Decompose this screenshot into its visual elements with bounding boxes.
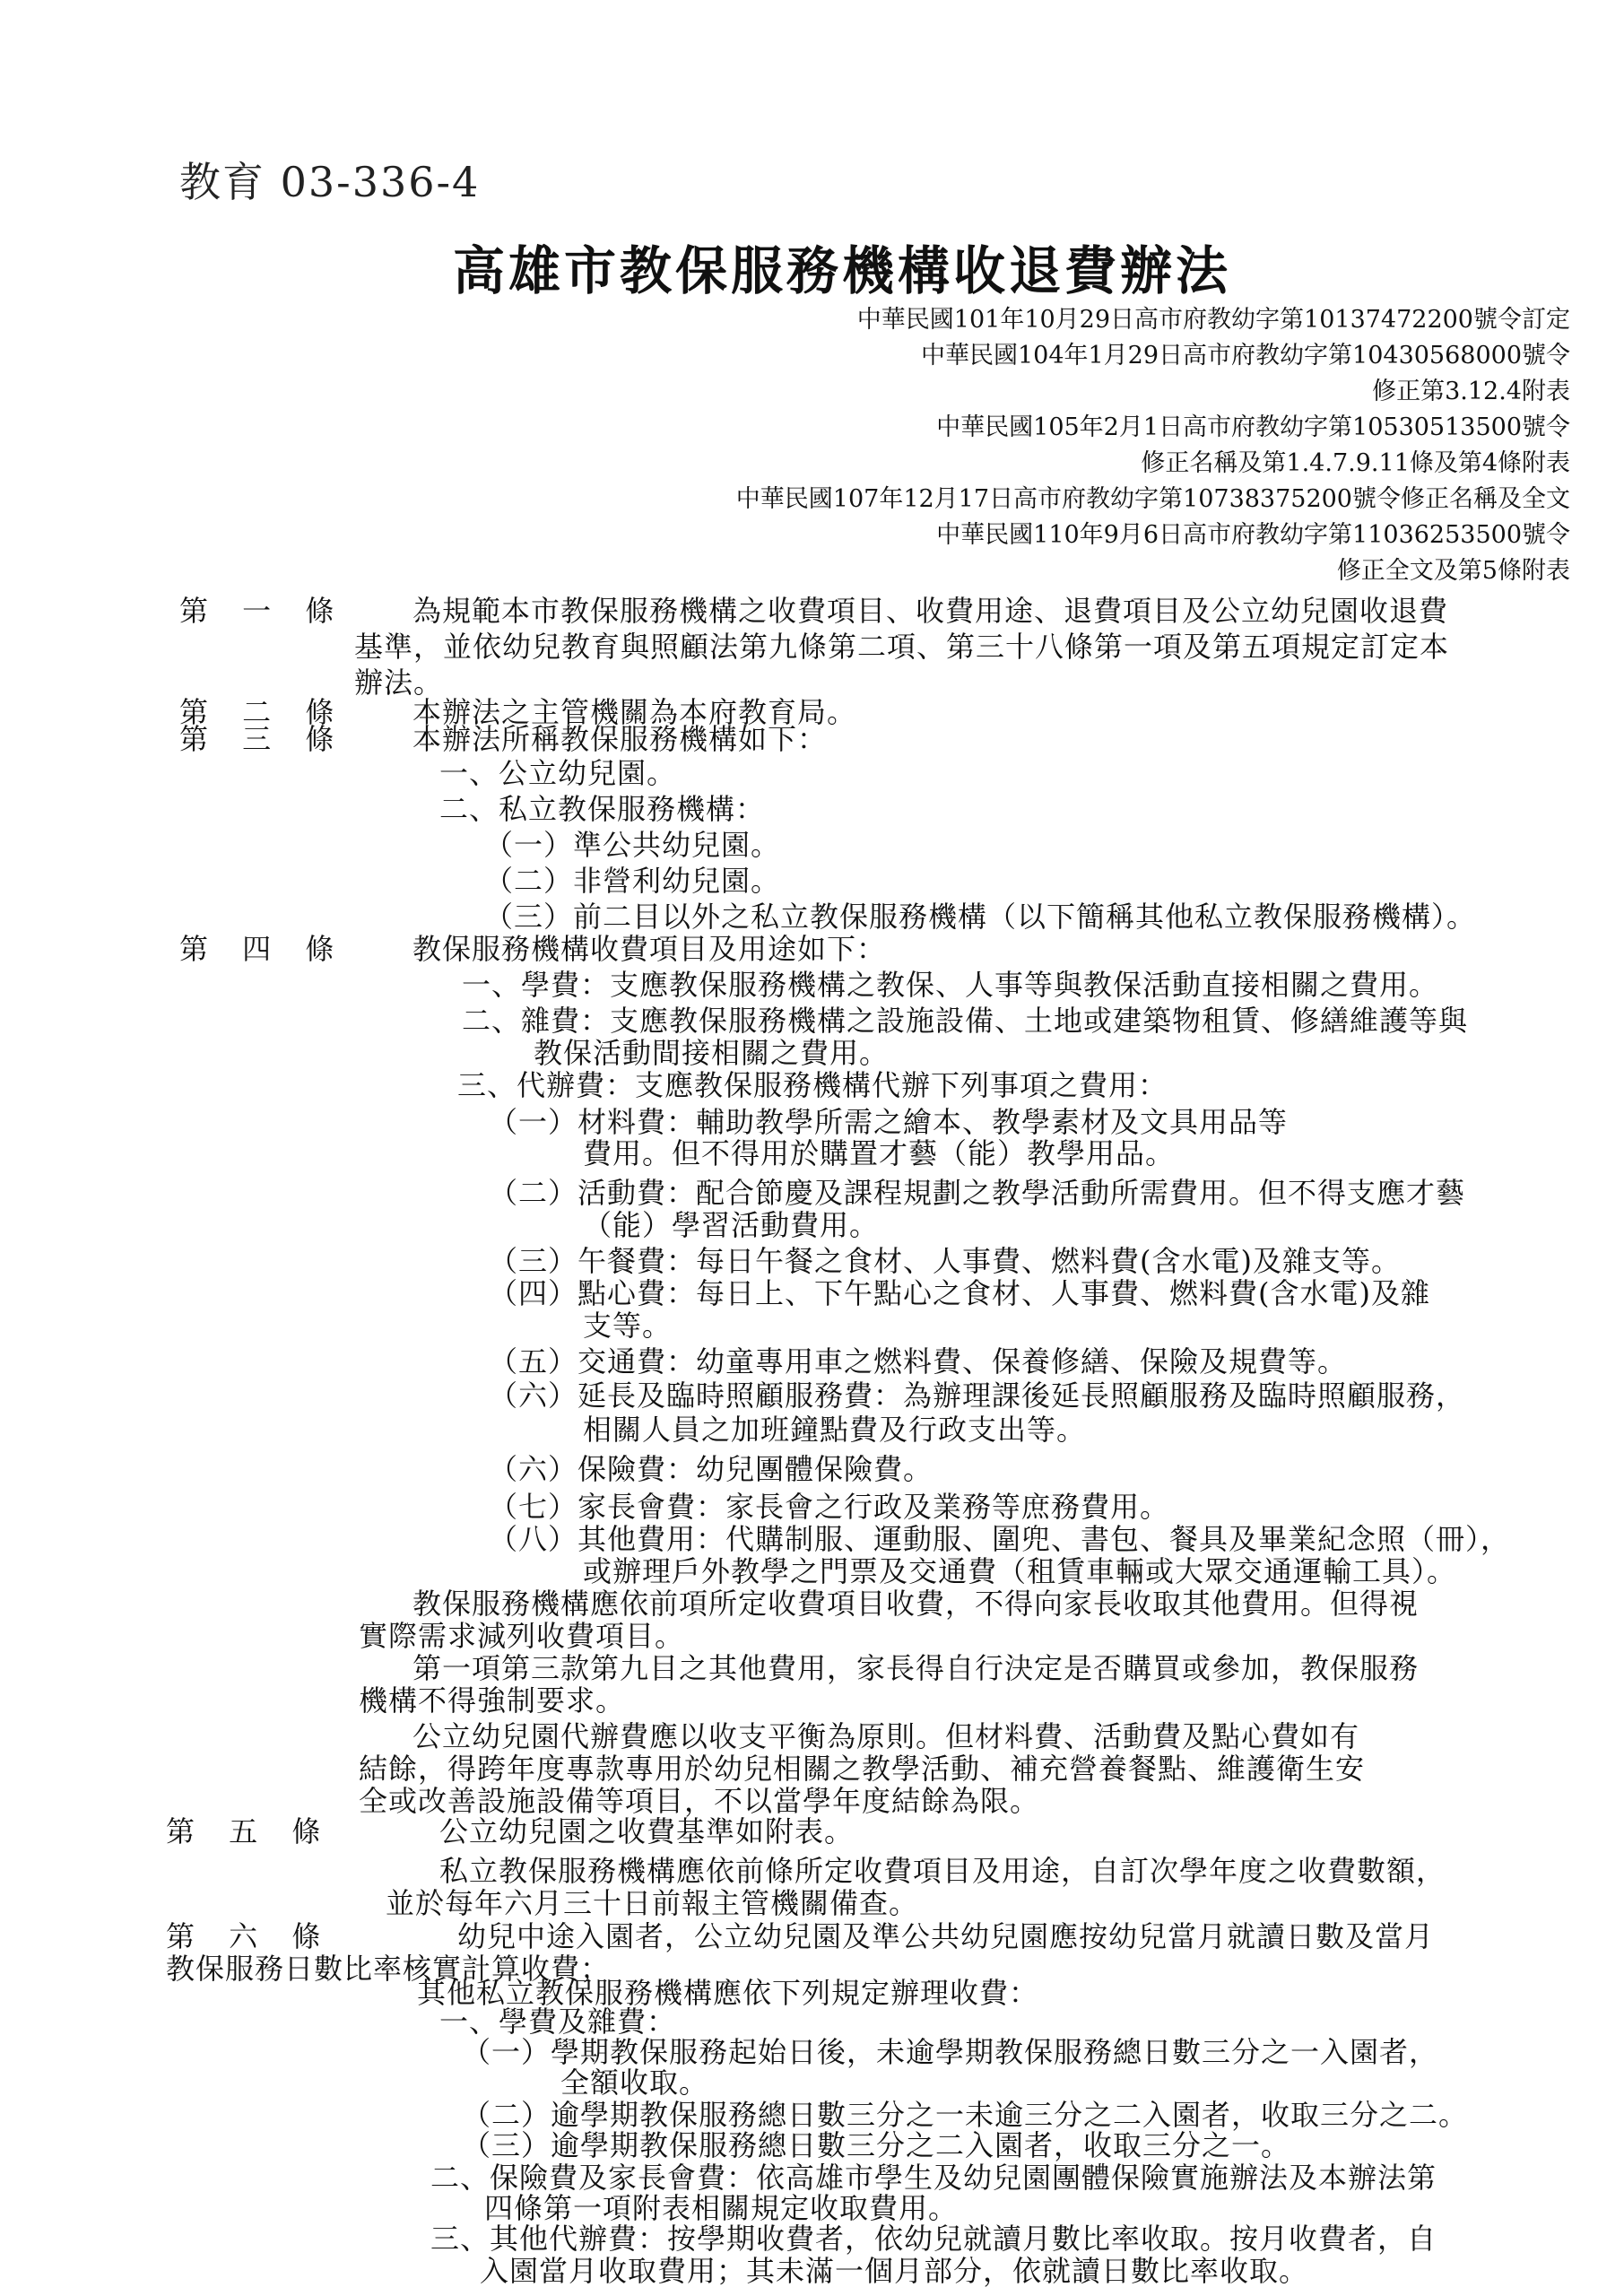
article-text-line: 三、其他代辦費：按學期收費者，依幼兒就讀月數比率收取。按月收費者，自 bbox=[430, 2222, 1437, 2256]
article-text-line: 結餘，得跨年度專款專用於幼兒相關之教學活動、補充營養餐點、維護衛生安 bbox=[359, 1752, 1366, 1786]
article-label: 第 三 條 bbox=[179, 722, 347, 756]
article-text-line: 為規範本市教保服務機構之收費項目、收費用途、退費項目及公立幼兒園收退費 bbox=[413, 594, 1449, 628]
article-text-line: 實際需求減列收費項目。 bbox=[359, 1619, 685, 1653]
article-text-line: 基準，並依幼兒教育與照顧法第九條第二項、第三十八條第一項及第五項規定訂定本 bbox=[354, 630, 1450, 664]
article-text-line: （三）前二目以外之私立教保服務機構（以下簡稱其他私立教保服務機構）。 bbox=[484, 900, 1477, 934]
article-text-line: 其他私立教保服務機構應依下列規定辦理收費： bbox=[417, 1976, 1039, 2010]
document-code: 教育 03-336-4 bbox=[179, 158, 481, 206]
article-text-line: 並於每年六月三十日前報主管機關備查。 bbox=[386, 1886, 919, 1920]
article-text-line: （六）延長及臨時照顧服務費：為辦理課後延長照顧服務及臨時照顧服務， bbox=[489, 1378, 1466, 1413]
article-text-line: 費用。但不得用於購置才藝（能）教學用品。 bbox=[583, 1136, 1176, 1170]
history-line: 中華民國101年10月29日高市府教幼字第10137472200號令訂定 bbox=[856, 306, 1570, 334]
article-text-line: 公立幼兒園之收費基準如附表。 bbox=[439, 1814, 855, 1848]
history-line: 中華民國107年12月17日高市府教幼字第10738375200號令修正名稱及全文 bbox=[735, 485, 1570, 513]
article-text-line: （能）學習活動費用。 bbox=[583, 1208, 880, 1242]
article-text-line: 教保服務機構應依前項所定收費項目收費，不得向家長收取其他費用。但得視 bbox=[413, 1587, 1420, 1621]
article-text-line: （三）午餐費：每日午餐之食材、人事費、燃料費(含水電)及雜支等。 bbox=[489, 1244, 1401, 1278]
article-text-line: 或辦理戶外教學之門票及交通費（租賃車輛或大眾交通運輸工具）。 bbox=[583, 1554, 1457, 1588]
article-text-line: （八）其他費用：代購制服、運動服、圍兜、書包、餐具及畢業紀念照（冊）， bbox=[489, 1522, 1511, 1556]
article-text-line: （五）交通費：幼童專用車之燃料費、保養修繕、保險及規費等。 bbox=[489, 1344, 1348, 1378]
history-line: 中華民國104年1月29日高市府教幼字第10430568000號令 bbox=[920, 342, 1570, 370]
article-text-line: 教保服務日數比率核實計算收費； bbox=[166, 1952, 611, 1986]
article-text-line: 公立幼兒園代辦費應以收支平衡為原則。但材料費、活動費及點心費如有 bbox=[413, 1719, 1360, 1753]
article-text-line: （六）保險費：幼兒團體保險費。 bbox=[489, 1452, 934, 1486]
article-text-line: （一）材料費：輔助教學所需之繪本、教學素材及文具用品等 bbox=[489, 1105, 1289, 1139]
article-text-line: （三）逾學期教保服務總日數三分之二入園者，收取三分之一。 bbox=[462, 2128, 1291, 2162]
article-text-line: 第一項第三款第九目之其他費用，家長得自行決定是否購買或參加，教保服務 bbox=[413, 1651, 1420, 1685]
article-text-line: 二、私立教保服務機構： bbox=[439, 792, 766, 826]
article-text-line: 全或改善設施設備等項目，不以當學年度結餘為限。 bbox=[359, 1784, 1040, 1818]
article-text-line: 支等。 bbox=[583, 1309, 673, 1343]
article-text-line: 私立教保服務機構應依前條所定收費項目及用途，自訂次學年度之收費數額， bbox=[439, 1854, 1446, 1888]
article-text-line: 本辦法之主管機關為本府教育局。 bbox=[413, 695, 857, 729]
article-label: 第 一 條 bbox=[179, 594, 347, 628]
article-text-line: 一、公立幼兒園。 bbox=[439, 756, 677, 790]
history-line: 修正第3.12.4附表 bbox=[1372, 378, 1570, 405]
article-text-line: 全額收取。 bbox=[560, 2066, 709, 2100]
article-label: 第 五 條 bbox=[166, 1814, 334, 1848]
article-text-line: 二、保險費及家長會費：依高雄市學生及幼兒園團體保險實施辦法及本辦法第 bbox=[430, 2161, 1437, 2195]
article-text-line: 入園當月收取費用；其未滿一個月部分，依就讀日數比率收取。 bbox=[480, 2254, 1309, 2288]
article-text-line: （四）點心費：每日上、下午點心之食材、人事費、燃料費(含水電)及雜 bbox=[489, 1276, 1430, 1310]
history-line: 中華民國105年2月1日高市府教幼字第10530513500號令 bbox=[936, 413, 1570, 441]
article-label: 第 四 條 bbox=[179, 932, 347, 966]
article-text-line: 本辦法所稱教保服務機構如下： bbox=[413, 722, 828, 756]
history-line: 修正名稱及第1.4.7.9.11條及第4條附表 bbox=[1141, 449, 1570, 477]
article-text-line: 三、代辦費：支應教保服務機構代辦下列事項之費用： bbox=[457, 1068, 1168, 1102]
history-line: 修正全文及第5條附表 bbox=[1336, 557, 1570, 585]
article-text-line: （二）非營利幼兒園。 bbox=[484, 864, 781, 898]
history-line: 中華民國110年9月6日高市府教幼字第11036253500號令 bbox=[936, 521, 1570, 549]
article-label: 第 二 條 bbox=[179, 695, 347, 729]
article-text-line: 一、學費：支應教保服務機構之教保、人事等與教保活動直接相關之費用。 bbox=[462, 968, 1439, 1002]
article-text-line: 教保服務機構收費項目及用途如下： bbox=[413, 932, 887, 966]
article-text-line: 二、雜費：支應教保服務機構之設施設備、土地或建築物租賃、修繕維護等與 bbox=[462, 1004, 1469, 1038]
article-text-line: 一、學費及雜費： bbox=[439, 2005, 677, 2039]
article-text-line: 相關人員之加班鐘點費及行政支出等。 bbox=[583, 1413, 1087, 1447]
article-text-line: 機構不得強制要求。 bbox=[359, 1683, 626, 1718]
article-text-line: （二）逾學期教保服務總日數三分之一未逾三分之二入園者，收取三分之二。 bbox=[462, 2098, 1469, 2132]
article-text-line: （一）學期教保服務起始日後，未逾學期教保服務總日數三分之一入園者， bbox=[462, 2035, 1439, 2069]
article-text-line: 四條第一項附表相關規定收取費用。 bbox=[484, 2191, 959, 2225]
article-text-line: （一）準公共幼兒園。 bbox=[484, 828, 781, 862]
article-text-line: 辦法。 bbox=[354, 665, 444, 700]
page-title: 高雄市教保服務機構收退費辦法 bbox=[453, 240, 1232, 301]
article-text-line: 幼兒中途入園者，公立幼兒園及準公共幼兒園應按幼兒當月就讀日數及當月 bbox=[457, 1919, 1435, 1953]
article-text-line: 教保活動間接相關之費用。 bbox=[534, 1036, 890, 1070]
article-text-line: （七）家長會費：家長會之行政及業務等庶務費用。 bbox=[489, 1490, 1170, 1524]
article-text-line: （二）活動費：配合節慶及課程規劃之教學活動所需費用。但不得支應才藝 bbox=[489, 1176, 1466, 1210]
article-label: 第 六 條 bbox=[166, 1919, 334, 1953]
